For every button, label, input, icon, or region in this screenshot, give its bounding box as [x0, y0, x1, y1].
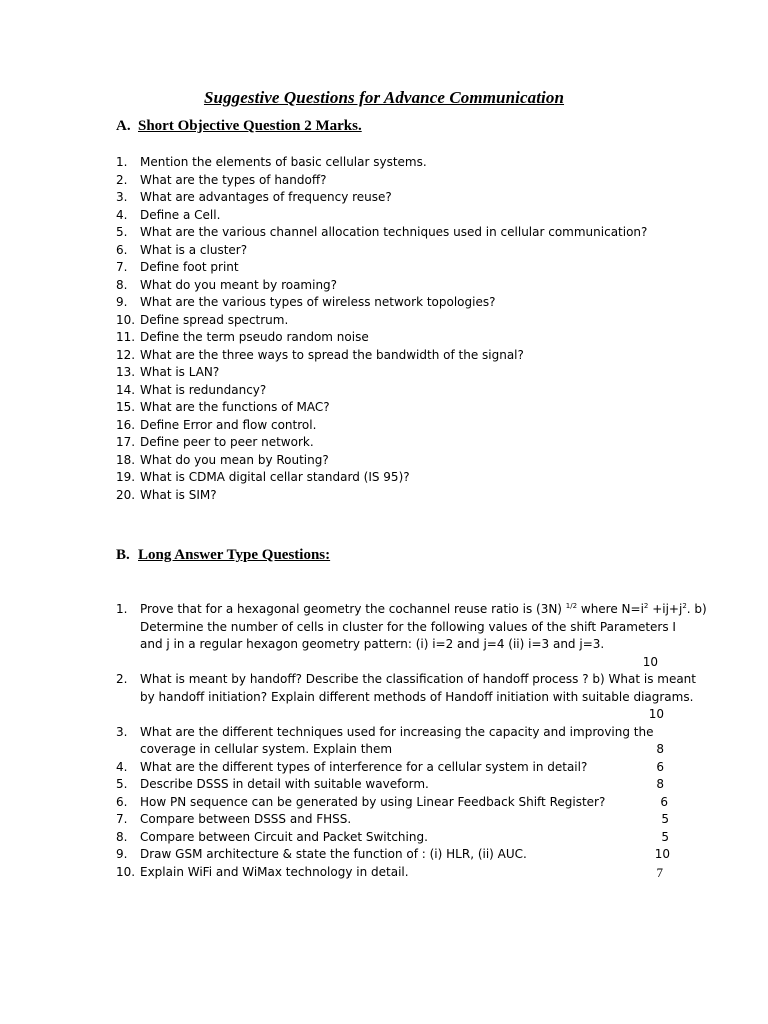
short-question	[116, 434, 676, 452]
question-number: 7.	[116, 260, 128, 274]
question-number: 2.	[116, 672, 128, 686]
question-number: 1.	[116, 602, 128, 616]
question-number: 13.	[116, 365, 136, 379]
long-question	[116, 864, 678, 882]
short-question	[116, 382, 676, 400]
question-marks: 5	[661, 812, 669, 826]
question-text: Compare between Circuit and Packet Switching.	[140, 829, 428, 844]
short-question	[116, 487, 676, 505]
question-text: Define the term pseudo random noise	[140, 330, 369, 344]
section-a-heading	[116, 118, 362, 135]
short-question	[116, 277, 676, 295]
question-marks: 10	[648, 707, 664, 721]
question-text: Define a Cell.	[140, 207, 221, 222]
question-marks: 10	[654, 847, 670, 861]
question-number: 7.	[116, 812, 128, 826]
question-marks: 8	[656, 742, 664, 756]
long-question	[116, 794, 678, 812]
short-question	[116, 294, 676, 312]
question-number: 15.	[116, 400, 136, 414]
question-text: What are the different types of interference for a cellular system in detail?	[140, 759, 588, 774]
question-number: 14.	[116, 382, 136, 397]
question-text	[140, 601, 707, 619]
short-question	[116, 154, 676, 172]
question-number: 16.	[116, 417, 136, 432]
question-text-part: coverage in cellular system. Explain them	[140, 742, 393, 756]
superscript: 2	[682, 602, 687, 610]
long-question	[116, 829, 678, 847]
question-marks: 5	[661, 829, 669, 844]
question-text: What are the different techniques used for increasing the capacity and improving the	[140, 724, 654, 739]
question-text: Mention the elements of basic cellular systems.	[140, 155, 427, 169]
short-question	[116, 259, 676, 277]
section-a-title: Short Objective Question 2 Marks.	[138, 118, 362, 134]
short-question	[116, 189, 676, 207]
long-question	[116, 759, 678, 777]
question-number: 3.	[116, 724, 128, 739]
question-text: What is SIM?	[140, 487, 217, 502]
question-text: What do you meant by roaming?	[140, 277, 338, 292]
question-text-part: +ij+j	[648, 602, 683, 616]
question-number: 10.	[116, 312, 136, 327]
question-number: 5.	[116, 777, 128, 791]
question-text: What are the types of handoff?	[140, 172, 327, 187]
short-question	[116, 347, 676, 365]
short-question	[116, 312, 676, 330]
question-number: 20.	[116, 487, 136, 502]
section-b-heading	[116, 547, 330, 564]
question-number: 19.	[116, 470, 136, 484]
question-number: 9.	[116, 295, 128, 309]
question-marks: 6	[660, 794, 668, 809]
question-text	[140, 741, 678, 759]
short-question	[116, 469, 676, 487]
short-question-list	[116, 154, 676, 504]
question-text: and j in a regular hexagon geometry pattern: (i) i=2 and j=4 (ii) i=3 and j=3.	[140, 637, 605, 651]
superscript: 1/2	[565, 602, 578, 610]
superscript: 2	[643, 602, 649, 610]
question-text-part: Prove that for a hexagonal geometry the cochannel reuse ratio is (3N)	[140, 602, 566, 616]
short-question	[116, 242, 676, 260]
question-text: Determine the number of cells in cluster for the following values of the shift Parameters I	[140, 619, 676, 634]
question-text: What is CDMA digital cellar standard (IS 95)?	[140, 470, 410, 484]
question-text: What is meant by handoff? Describe the classification of handoff process ? b) What is meant	[140, 672, 696, 686]
long-question	[116, 811, 678, 829]
long-question	[116, 671, 696, 724]
question-text: What are advantages of frequency reuse?	[140, 190, 392, 204]
question-number: 8.	[116, 829, 128, 844]
section-b-letter: B.	[116, 547, 130, 563]
question-number: 1.	[116, 155, 128, 169]
question-number: 17.	[116, 435, 136, 449]
question-number: 6.	[116, 242, 128, 257]
short-question	[116, 452, 676, 470]
question-text: What are the various types of wireless network topologies?	[140, 295, 496, 309]
question-number: 2.	[116, 172, 128, 187]
question-text: What is a cluster?	[140, 242, 248, 257]
short-question	[116, 329, 676, 347]
question-number: 12.	[116, 347, 136, 362]
short-question	[116, 364, 676, 382]
long-question	[116, 776, 678, 794]
question-text: How PN sequence can be generated by using Linear Feedback Shift Register?	[140, 794, 606, 809]
short-question	[116, 172, 676, 190]
long-question-list	[116, 601, 707, 881]
question-number: 8.	[116, 277, 128, 292]
question-text-part: . b)	[686, 602, 707, 616]
long-question	[116, 724, 678, 759]
question-number: 5.	[116, 225, 128, 239]
question-number: 4.	[116, 207, 128, 222]
question-text: What is redundancy?	[140, 382, 267, 397]
question-marks: 10	[642, 654, 658, 669]
question-number: 4.	[116, 759, 128, 774]
question-text: Define Error and flow control.	[140, 417, 317, 432]
page-title: Suggestive Questions for Advance Communication	[203, 88, 565, 107]
question-marks: 6	[656, 759, 664, 774]
question-number: 10.	[116, 864, 136, 879]
question-text: Explain WiFi and WiMax technology in detail.	[140, 864, 409, 879]
question-text: What are the three ways to spread the bandwidth of the signal?	[140, 347, 524, 362]
short-question	[116, 417, 676, 435]
short-question	[116, 399, 676, 417]
question-text: Compare between DSSS and FHSS.	[140, 812, 352, 826]
question-text: What are the functions of MAC?	[140, 400, 330, 414]
section-b-title: Long Answer Type Questions:	[138, 547, 331, 563]
question-text: What is LAN?	[140, 365, 220, 379]
question-number: 11.	[116, 330, 136, 344]
question-text: Define peer to peer network.	[140, 435, 314, 449]
section-a-letter: A.	[116, 118, 131, 134]
long-question	[116, 601, 707, 671]
question-number: 18.	[116, 452, 136, 467]
short-question	[116, 207, 676, 225]
long-question	[116, 846, 678, 864]
question-text: Describe DSSS in detail with suitable waveform.	[140, 777, 429, 791]
question-text: Define spread spectrum.	[140, 312, 289, 327]
question-number: 9.	[116, 847, 128, 861]
short-question	[116, 224, 676, 242]
question-number: 6.	[116, 794, 128, 809]
question-text: Draw GSM architecture & state the function of : (i) HLR, (ii) AUC.	[140, 847, 527, 861]
question-text: Define foot print	[140, 260, 239, 274]
question-marks: 8	[656, 777, 664, 791]
question-marks: 7	[656, 864, 663, 880]
question-text: What are the various channel allocation techniques used in cellular communication?	[140, 225, 648, 239]
question-text: What do you mean by Routing?	[140, 452, 329, 467]
question-text: by handoff initiation? Explain different methods of Handoff initiation with suitable diagrams.	[140, 689, 694, 704]
question-text-part: where N=i	[577, 602, 644, 616]
question-number: 3.	[116, 190, 128, 204]
